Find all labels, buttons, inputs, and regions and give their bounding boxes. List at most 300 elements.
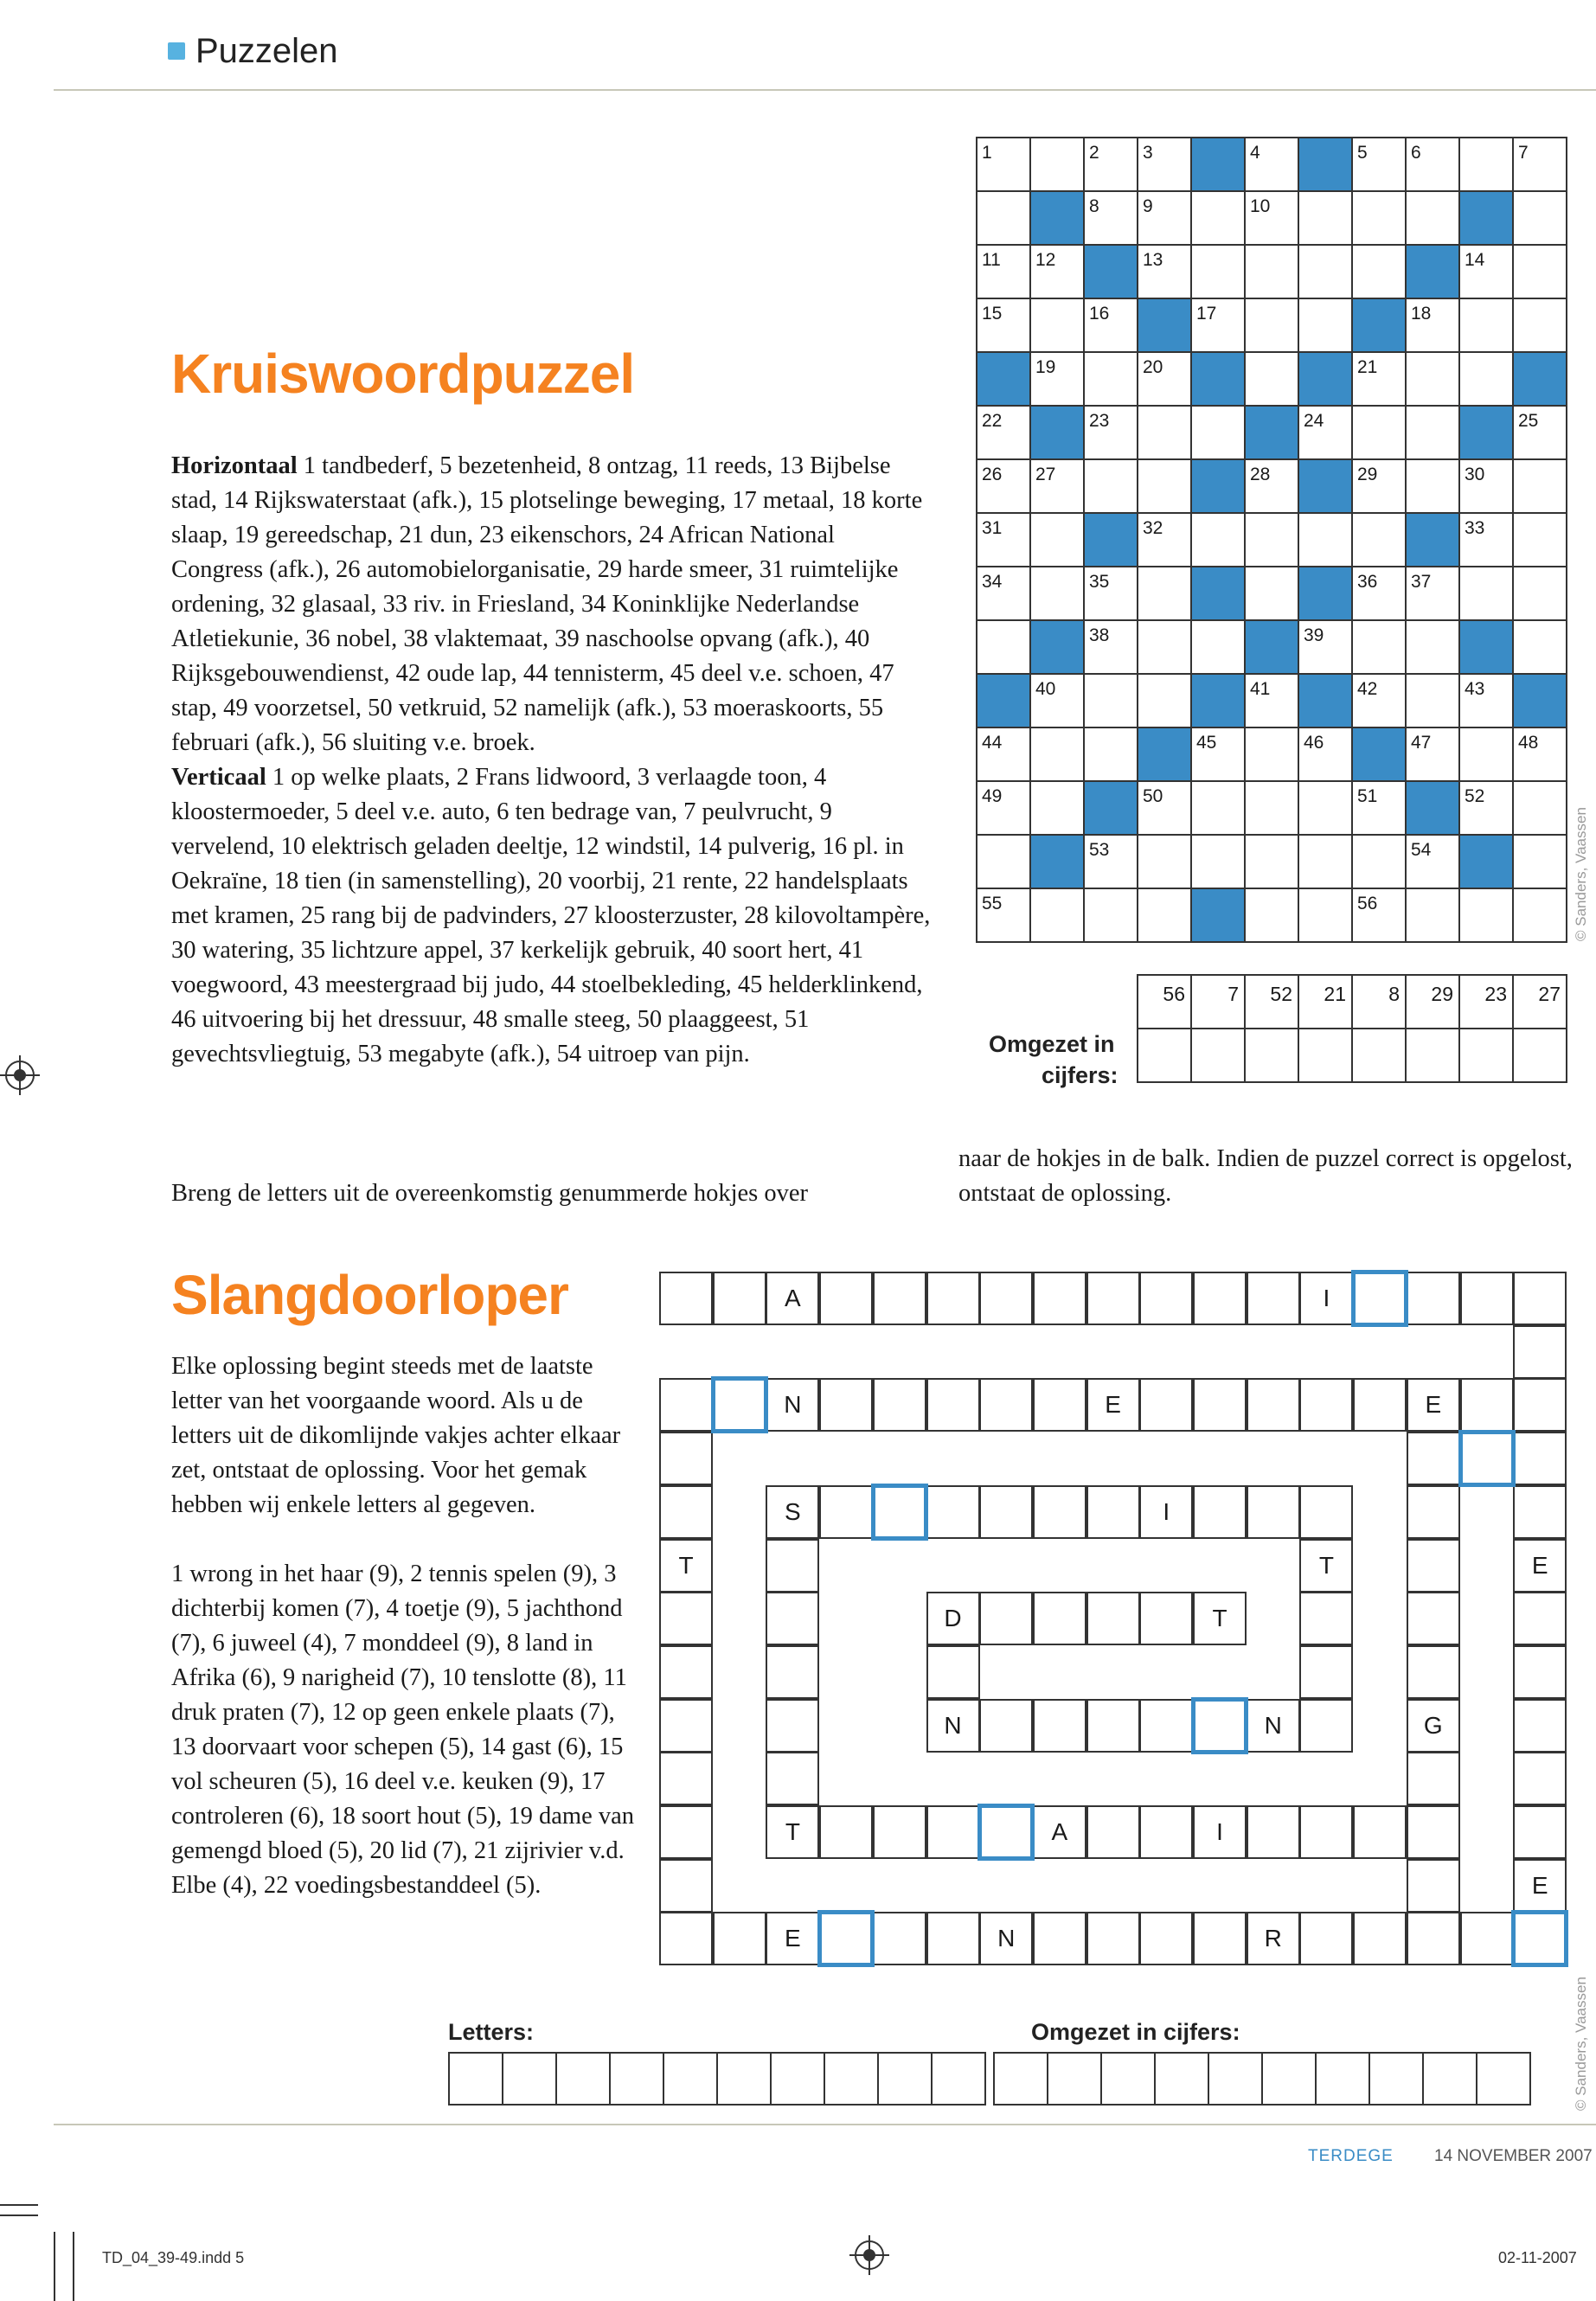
crossword-cell[interactable] xyxy=(1031,299,1085,353)
snake-cell[interactable]: A xyxy=(1033,1805,1086,1859)
snake-cell[interactable]: I xyxy=(1299,1272,1353,1325)
crossword-cell[interactable] xyxy=(1299,728,1353,782)
letter-box[interactable] xyxy=(879,2054,933,2106)
snake-cell[interactable] xyxy=(1353,1805,1407,1859)
crossword-cell[interactable] xyxy=(1299,782,1353,836)
snake-cell[interactable] xyxy=(659,1645,713,1699)
verticaal-label: Verticaal xyxy=(171,764,266,791)
snake-cell[interactable]: E xyxy=(1407,1378,1460,1432)
letter-box[interactable] xyxy=(611,2054,664,2106)
crossword-cell[interactable] xyxy=(1407,836,1460,889)
crossword-cell[interactable] xyxy=(1192,246,1246,299)
cijfer-box[interactable] xyxy=(1102,2054,1156,2106)
crossword-cell[interactable] xyxy=(1138,567,1192,621)
snake-cell[interactable] xyxy=(873,1912,926,1965)
cijfer-box[interactable] xyxy=(995,2054,1048,2106)
crossword-cell[interactable] xyxy=(1138,836,1192,889)
crossword-cell[interactable] xyxy=(977,192,1031,246)
crossword-cell[interactable] xyxy=(1192,299,1246,353)
snake-cell[interactable] xyxy=(1407,1912,1460,1965)
crossword-cell[interactable] xyxy=(1246,514,1299,567)
crossword-cell[interactable] xyxy=(1514,782,1567,836)
snake-cell[interactable]: I xyxy=(1139,1485,1193,1539)
crossword-cell[interactable] xyxy=(1460,353,1514,407)
answer-input-cell[interactable] xyxy=(1460,1029,1514,1083)
snake-cell[interactable] xyxy=(1513,1752,1567,1805)
crossword-cell[interactable] xyxy=(1138,192,1192,246)
snake-cell[interactable] xyxy=(1299,1805,1353,1859)
snake-cell[interactable] xyxy=(1513,1432,1567,1485)
snake-cell[interactable] xyxy=(1086,1272,1140,1325)
crossword-cell[interactable] xyxy=(1138,514,1192,567)
answer-input-cell[interactable] xyxy=(1514,1029,1567,1083)
snake-cell[interactable] xyxy=(1139,1805,1193,1859)
snake-highlight-cell[interactable] xyxy=(977,1804,1035,1861)
snake-cell[interactable] xyxy=(1407,1432,1460,1485)
crossword-cell[interactable] xyxy=(1514,246,1567,299)
crossword-cell[interactable] xyxy=(1299,514,1353,567)
snake-cell[interactable] xyxy=(1139,1592,1193,1645)
snake-cell[interactable] xyxy=(926,1378,980,1432)
snake-cell[interactable] xyxy=(873,1805,926,1859)
crossword-cell[interactable] xyxy=(1353,192,1407,246)
crossword-cell[interactable] xyxy=(1514,567,1567,621)
crossword-cell[interactable] xyxy=(1514,192,1567,246)
crossword-cell[interactable] xyxy=(977,299,1031,353)
crossword-cell[interactable] xyxy=(977,567,1031,621)
crossword-cell[interactable] xyxy=(1514,299,1567,353)
snake-cell[interactable] xyxy=(659,1859,713,1913)
snake-cell[interactable] xyxy=(1513,1325,1567,1379)
snake-cell[interactable] xyxy=(659,1592,713,1645)
crossword-cell[interactable] xyxy=(1353,246,1407,299)
snake-highlight-cell[interactable] xyxy=(1351,1270,1408,1327)
crossword-cell[interactable] xyxy=(977,407,1031,460)
snake-cell[interactable]: S xyxy=(766,1485,819,1539)
snake-cell[interactable] xyxy=(1513,1699,1567,1753)
snake-cell[interactable] xyxy=(1299,1912,1353,1965)
snake-cell[interactable] xyxy=(979,1699,1033,1753)
crossword-cell[interactable] xyxy=(1407,889,1460,943)
crossword-cell[interactable] xyxy=(1246,460,1299,514)
crossword-cell[interactable] xyxy=(1299,889,1353,943)
crossword-cell[interactable] xyxy=(1138,782,1192,836)
snake-cell[interactable] xyxy=(1193,1272,1247,1325)
snake-cell[interactable] xyxy=(926,1645,980,1699)
crossword-cell[interactable] xyxy=(1031,353,1085,407)
crossword-cell[interactable] xyxy=(1460,246,1514,299)
snake-cell[interactable] xyxy=(1139,1272,1193,1325)
crossword-cell[interactable] xyxy=(977,728,1031,782)
crossword-cell[interactable] xyxy=(1353,353,1407,407)
snake-cell[interactable] xyxy=(1407,1592,1460,1645)
crossword-cell-number: 11 xyxy=(982,250,1001,270)
snake-cell[interactable] xyxy=(766,1592,819,1645)
answer-input-cell[interactable] xyxy=(1192,1029,1246,1083)
snake-highlight-cell[interactable] xyxy=(711,1376,768,1433)
crossword-cell[interactable] xyxy=(1085,836,1138,889)
snake-cell[interactable] xyxy=(1460,1378,1514,1432)
crossword-cell[interactable] xyxy=(1299,621,1353,675)
snake-cell[interactable] xyxy=(819,1378,873,1432)
crossword-cell[interactable] xyxy=(1031,514,1085,567)
crossword-cell[interactable] xyxy=(1460,138,1514,192)
snake-cell[interactable] xyxy=(1193,1912,1247,1965)
crossword-cell[interactable] xyxy=(1138,675,1192,728)
crossword-cell[interactable] xyxy=(1407,621,1460,675)
crossword-cell[interactable] xyxy=(1514,407,1567,460)
crossword-row xyxy=(977,192,1567,246)
snake-cell[interactable] xyxy=(926,1272,980,1325)
snake-cell[interactable] xyxy=(1299,1592,1353,1645)
crossword-cell[interactable] xyxy=(1407,407,1460,460)
letter-box[interactable] xyxy=(825,2054,879,2106)
cijfer-box[interactable] xyxy=(1477,2054,1531,2106)
crossword-cell[interactable] xyxy=(1085,567,1138,621)
cijfer-box[interactable] xyxy=(1048,2054,1102,2106)
snake-cell[interactable] xyxy=(659,1805,713,1859)
crossword-cell[interactable] xyxy=(1299,299,1353,353)
snake-cell[interactable] xyxy=(1353,1912,1407,1965)
crossword-cell[interactable] xyxy=(1138,407,1192,460)
snake-cell[interactable] xyxy=(1033,1912,1086,1965)
snake-cell[interactable] xyxy=(819,1805,873,1859)
crossword-cell[interactable] xyxy=(1353,675,1407,728)
cijfer-box[interactable] xyxy=(1317,2054,1370,2106)
snake-cell[interactable] xyxy=(1513,1378,1567,1432)
snake-cell[interactable] xyxy=(1033,1272,1086,1325)
snake-cell[interactable] xyxy=(1513,1805,1567,1859)
crossword-cell[interactable] xyxy=(1246,836,1299,889)
snake-cell[interactable] xyxy=(1407,1272,1460,1325)
snake-cell[interactable] xyxy=(1247,1378,1300,1432)
crossword-cell[interactable] xyxy=(1246,567,1299,621)
crossword-cell[interactable] xyxy=(1246,138,1299,192)
snake-cell[interactable]: N xyxy=(926,1699,980,1753)
snake-cell[interactable] xyxy=(873,1378,926,1432)
snake-cell[interactable] xyxy=(1299,1699,1353,1753)
snake-cell[interactable]: G xyxy=(1407,1699,1460,1753)
crossword-cell[interactable] xyxy=(977,460,1031,514)
crossword-row xyxy=(977,728,1567,782)
crossword-cell[interactable] xyxy=(1138,138,1192,192)
crossword-cell[interactable] xyxy=(1299,246,1353,299)
crossword-cell[interactable] xyxy=(1299,192,1353,246)
snake-cell[interactable] xyxy=(873,1272,926,1325)
cijfer-box[interactable] xyxy=(1263,2054,1317,2106)
crossword-black-cell xyxy=(1246,407,1299,460)
snake-cell[interactable] xyxy=(1407,1859,1460,1913)
crossword-cell[interactable] xyxy=(1085,407,1138,460)
crossword-cell[interactable] xyxy=(1085,889,1138,943)
crossword-black-cell xyxy=(977,675,1031,728)
snake-cell[interactable] xyxy=(819,1272,873,1325)
snake-cell[interactable] xyxy=(1033,1592,1086,1645)
snake-highlight-cell[interactable] xyxy=(817,1910,875,1967)
snake-cell[interactable] xyxy=(1139,1378,1193,1432)
snake-cell[interactable]: T xyxy=(766,1805,819,1859)
snake-cell[interactable] xyxy=(819,1485,873,1539)
snake-cell[interactable] xyxy=(1139,1912,1193,1965)
crossword-cell[interactable] xyxy=(1514,621,1567,675)
snake-cell[interactable] xyxy=(979,1592,1033,1645)
snake-highlight-cell[interactable] xyxy=(1191,1697,1248,1754)
snake-cell[interactable] xyxy=(926,1485,980,1539)
crossword-cell[interactable] xyxy=(1138,621,1192,675)
crossword-cell[interactable] xyxy=(1085,728,1138,782)
crossword-cell[interactable] xyxy=(977,514,1031,567)
crossword-cell[interactable] xyxy=(1353,889,1407,943)
snake-cell[interactable] xyxy=(659,1485,713,1539)
crossword-cell[interactable] xyxy=(1031,567,1085,621)
crossword-cell[interactable] xyxy=(1138,460,1192,514)
crossword-cell[interactable] xyxy=(1246,782,1299,836)
cijfer-box[interactable] xyxy=(1156,2054,1209,2106)
snake-cell[interactable] xyxy=(659,1912,713,1965)
crossword-cell[interactable] xyxy=(1031,246,1085,299)
crossword-cell[interactable] xyxy=(1031,728,1085,782)
crossword-cell[interactable] xyxy=(1353,460,1407,514)
letter-box[interactable] xyxy=(450,2054,503,2106)
crossword-cell[interactable] xyxy=(1085,192,1138,246)
crossword-cell[interactable] xyxy=(1192,621,1246,675)
snake-cell[interactable] xyxy=(979,1485,1033,1539)
crossword-cell[interactable] xyxy=(1407,138,1460,192)
crossword-cell[interactable] xyxy=(1192,836,1246,889)
crossword-cell[interactable] xyxy=(977,782,1031,836)
snake-cell[interactable] xyxy=(1033,1485,1086,1539)
crossword-cell[interactable] xyxy=(1085,675,1138,728)
snake-cell[interactable] xyxy=(926,1912,980,1965)
crossword-cell[interactable] xyxy=(1460,460,1514,514)
snake-cell[interactable] xyxy=(659,1432,713,1485)
crossword-cell[interactable] xyxy=(1138,889,1192,943)
snake-highlight-cell[interactable] xyxy=(1458,1430,1516,1487)
letter-box[interactable] xyxy=(503,2054,557,2106)
crop-line xyxy=(54,2232,55,2301)
letter-box[interactable] xyxy=(772,2054,825,2106)
snake-cell[interactable] xyxy=(1513,1592,1567,1645)
crossword-cell[interactable] xyxy=(977,889,1031,943)
snake-cell[interactable] xyxy=(926,1805,980,1859)
snake-cell[interactable] xyxy=(1407,1752,1460,1805)
crossword-credit: © Sanders, Vaassen xyxy=(1573,807,1589,941)
snake-highlight-cell[interactable] xyxy=(871,1484,928,1541)
crossword-cell[interactable] xyxy=(1353,621,1407,675)
snake-cell[interactable] xyxy=(1193,1378,1247,1432)
crossword-cell[interactable] xyxy=(1031,782,1085,836)
snake-cell[interactable] xyxy=(766,1752,819,1805)
crossword-cell[interactable] xyxy=(1460,889,1514,943)
crossword-cell[interactable] xyxy=(1246,246,1299,299)
snake-cell[interactable] xyxy=(1353,1378,1407,1432)
snake-cell[interactable] xyxy=(1033,1699,1086,1753)
crossword-cell-number: 28 xyxy=(1250,465,1271,484)
crossword-cell[interactable] xyxy=(1031,675,1085,728)
crossword-cell[interactable] xyxy=(1353,514,1407,567)
crossword-cell[interactable] xyxy=(1192,407,1246,460)
snake-cell[interactable] xyxy=(713,1272,766,1325)
letter-box[interactable] xyxy=(664,2054,718,2106)
snake-cell[interactable]: N xyxy=(979,1912,1033,1965)
crossword-cell[interactable] xyxy=(1138,353,1192,407)
snake-cell[interactable] xyxy=(659,1699,713,1753)
snake-cell[interactable] xyxy=(1407,1539,1460,1593)
crossword-cell[interactable] xyxy=(1138,246,1192,299)
snake-cell[interactable] xyxy=(766,1539,819,1593)
crossword-cell[interactable] xyxy=(1514,514,1567,567)
snake-cell[interactable] xyxy=(1299,1485,1353,1539)
crossword-cell[interactable] xyxy=(1353,407,1407,460)
crossword-cell[interactable] xyxy=(1246,889,1299,943)
crossword-cell[interactable] xyxy=(1407,460,1460,514)
snake-cell[interactable]: T xyxy=(1193,1592,1247,1645)
crossword-cell[interactable] xyxy=(1031,460,1085,514)
snake-cell[interactable] xyxy=(1086,1485,1140,1539)
letter-box[interactable] xyxy=(718,2054,772,2106)
snake-cell[interactable] xyxy=(1407,1485,1460,1539)
crossword-cell[interactable] xyxy=(1353,836,1407,889)
snake-cell[interactable]: T xyxy=(659,1539,713,1593)
letter-box[interactable] xyxy=(557,2054,611,2106)
snake-cell[interactable] xyxy=(1513,1272,1567,1325)
snake-cell[interactable]: N xyxy=(1247,1699,1300,1753)
snake-cell[interactable] xyxy=(1513,1645,1567,1699)
snake-cell[interactable]: I xyxy=(1193,1805,1247,1859)
crossword-cell[interactable] xyxy=(1031,889,1085,943)
cijfer-box[interactable] xyxy=(1370,2054,1424,2106)
crossword-cell[interactable] xyxy=(1192,728,1246,782)
cijfers-boxes xyxy=(993,2052,1531,2106)
snake-cell[interactable] xyxy=(1086,1699,1140,1753)
snake-cell[interactable] xyxy=(979,1272,1033,1325)
crossword-cell[interactable] xyxy=(1353,567,1407,621)
letter-box[interactable] xyxy=(933,2054,986,2106)
snake-cell[interactable]: D xyxy=(926,1592,980,1645)
snake-cell[interactable] xyxy=(1407,1805,1460,1859)
crossword-cell[interactable] xyxy=(1460,782,1514,836)
crossword-cell[interactable] xyxy=(1407,192,1460,246)
crossword-cell[interactable] xyxy=(1246,675,1299,728)
crossword-cell[interactable] xyxy=(1246,192,1299,246)
crossword-cell-number: 6 xyxy=(1411,143,1421,163)
crossword-cell[interactable] xyxy=(1246,299,1299,353)
snake-cell[interactable] xyxy=(979,1378,1033,1432)
cijfer-box[interactable] xyxy=(1424,2054,1477,2106)
snake-cell[interactable] xyxy=(1247,1805,1300,1859)
snake-cell[interactable] xyxy=(659,1378,713,1432)
crossword-cell[interactable] xyxy=(1246,728,1299,782)
snake-cell[interactable] xyxy=(1460,1912,1514,1965)
answer-input-cell[interactable] xyxy=(1246,1029,1299,1083)
crossword-cell[interactable] xyxy=(1514,460,1567,514)
crossword-cell[interactable] xyxy=(1085,138,1138,192)
snake-cell[interactable]: T xyxy=(1299,1539,1353,1593)
crossword-cell[interactable] xyxy=(1353,782,1407,836)
snake-cell[interactable] xyxy=(1407,1645,1460,1699)
snake-cell[interactable] xyxy=(1193,1485,1247,1539)
crossword-cell[interactable] xyxy=(1407,675,1460,728)
snake-cell[interactable] xyxy=(766,1645,819,1699)
snake-cell[interactable] xyxy=(659,1752,713,1805)
crossword-cell[interactable] xyxy=(1407,728,1460,782)
crossword-cell[interactable] xyxy=(1085,353,1138,407)
crossword-cell[interactable] xyxy=(1407,299,1460,353)
crossword-cell[interactable] xyxy=(1085,460,1138,514)
crossword-cell[interactable] xyxy=(1192,192,1246,246)
crossword-cell[interactable] xyxy=(1460,728,1514,782)
crossword-cell[interactable] xyxy=(1407,353,1460,407)
crossword-cell[interactable] xyxy=(1192,782,1246,836)
answer-input-cell[interactable] xyxy=(1407,1029,1460,1083)
crossword-cell[interactable] xyxy=(1031,138,1085,192)
snake-cell[interactable]: A xyxy=(766,1272,819,1325)
snake-cell[interactable]: E xyxy=(1513,1539,1567,1593)
crossword-cell[interactable] xyxy=(1299,407,1353,460)
answer-input-cell[interactable] xyxy=(1353,1029,1407,1083)
snake-cell[interactable] xyxy=(1247,1485,1300,1539)
crossword-cell[interactable] xyxy=(1407,567,1460,621)
crossword-cell[interactable] xyxy=(1460,514,1514,567)
crossword-black-cell xyxy=(1192,460,1246,514)
answer-input-cell[interactable] xyxy=(1299,1029,1353,1083)
crossword-cell[interactable] xyxy=(1299,836,1353,889)
snake-cell[interactable]: E xyxy=(1086,1378,1140,1432)
crossword-cell[interactable] xyxy=(1085,621,1138,675)
crossword-cell[interactable] xyxy=(1085,299,1138,353)
crossword-black-cell xyxy=(1138,299,1192,353)
crossword-cell[interactable] xyxy=(1460,567,1514,621)
crossword-cell[interactable] xyxy=(1192,514,1246,567)
snake-cell[interactable] xyxy=(1460,1272,1514,1325)
crossword-cell[interactable] xyxy=(1460,299,1514,353)
snake-cell[interactable] xyxy=(659,1272,713,1325)
crossword-cell-number: 5 xyxy=(1357,143,1368,163)
cijfer-box[interactable] xyxy=(1209,2054,1263,2106)
snake-cell[interactable] xyxy=(1299,1378,1353,1432)
snake-cell[interactable] xyxy=(1033,1378,1086,1432)
answer-input-cell[interactable] xyxy=(1138,1029,1192,1083)
snake-cell[interactable] xyxy=(1086,1805,1140,1859)
crossword-cell[interactable] xyxy=(977,836,1031,889)
snake-cell[interactable]: N xyxy=(766,1378,819,1432)
crossword-cell[interactable] xyxy=(1514,889,1567,943)
crossword-cell[interactable] xyxy=(1514,836,1567,889)
snake-cell[interactable] xyxy=(1086,1912,1140,1965)
snake-cell[interactable] xyxy=(1086,1592,1140,1645)
snake-cell[interactable] xyxy=(1247,1272,1300,1325)
crossword-cell[interactable] xyxy=(977,246,1031,299)
snake-cell[interactable] xyxy=(713,1912,766,1965)
crossword-cell[interactable] xyxy=(1246,353,1299,407)
snake-cell[interactable]: E xyxy=(1513,1859,1567,1913)
crossword-cell[interactable] xyxy=(1514,138,1567,192)
crossword-cell[interactable] xyxy=(977,621,1031,675)
snake-cell[interactable]: E xyxy=(766,1912,819,1965)
snake-cell[interactable] xyxy=(766,1699,819,1753)
crossword-cell[interactable] xyxy=(1514,728,1567,782)
crossword-cell[interactable] xyxy=(1460,675,1514,728)
snake-highlight-cell[interactable] xyxy=(1511,1910,1568,1967)
crossword-cell[interactable] xyxy=(977,138,1031,192)
snake-cell[interactable]: R xyxy=(1247,1912,1300,1965)
crossword-black-cell xyxy=(977,353,1031,407)
snake-cell[interactable] xyxy=(1299,1645,1353,1699)
snake-cell[interactable] xyxy=(1513,1485,1567,1539)
snake-cell[interactable] xyxy=(1139,1699,1193,1753)
crossword-cell-number: 55 xyxy=(982,894,1003,913)
crossword-cell[interactable] xyxy=(1353,138,1407,192)
